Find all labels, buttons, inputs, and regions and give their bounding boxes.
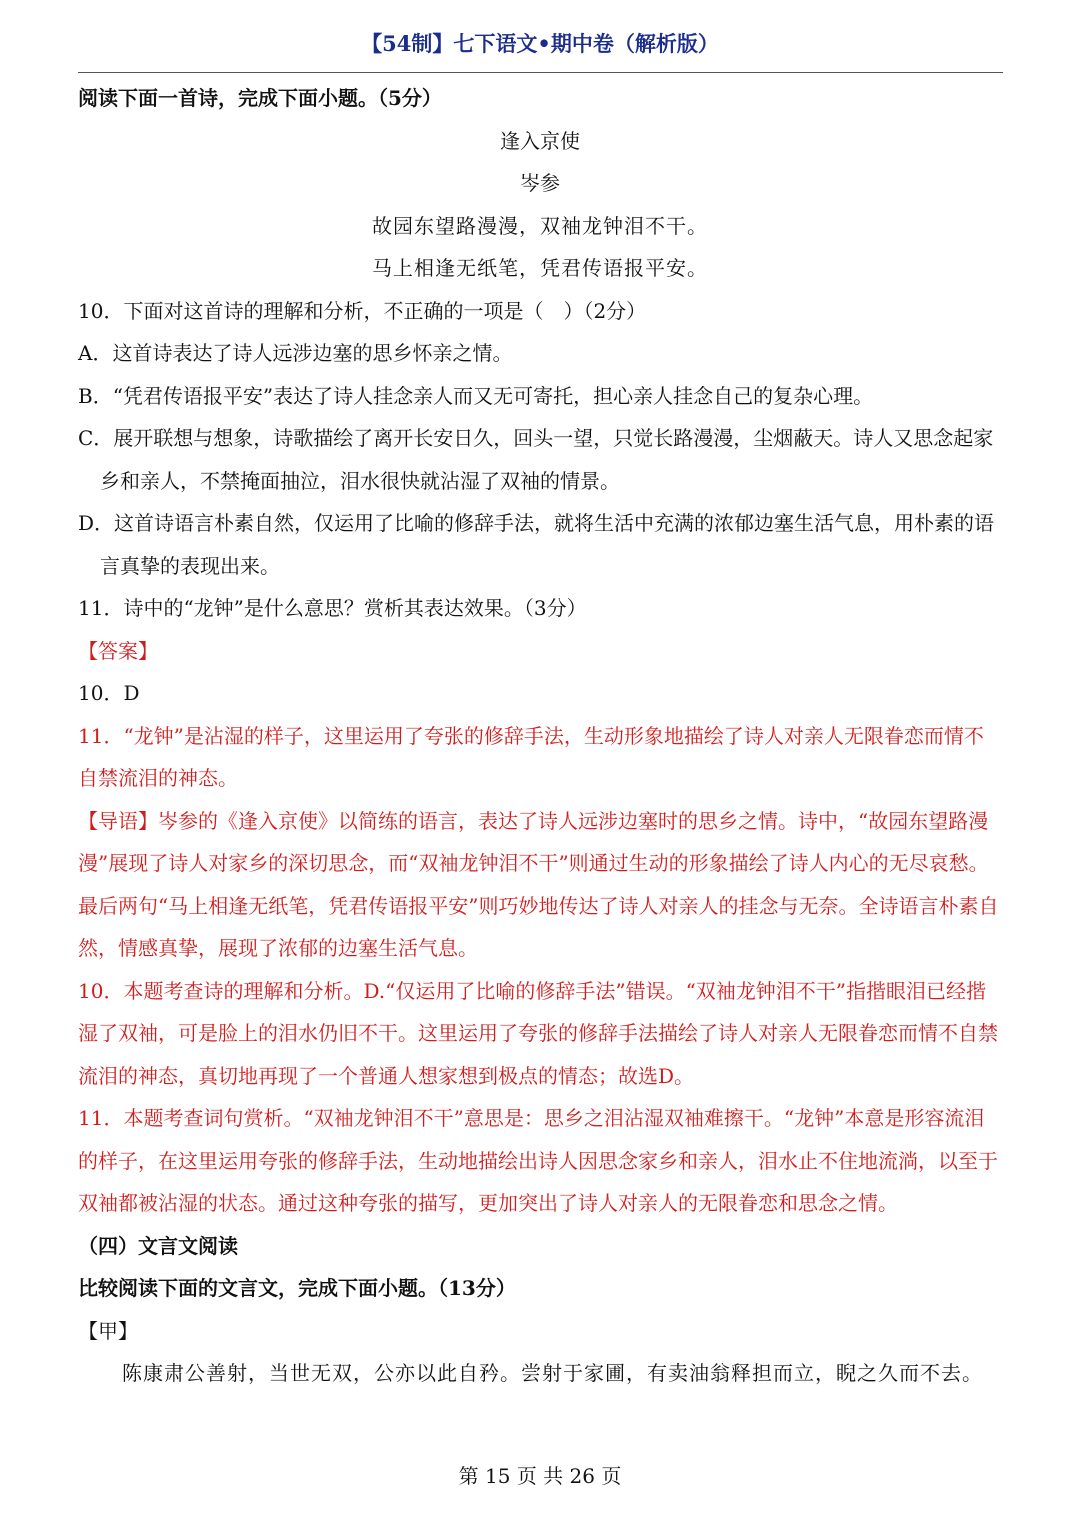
section-4-heading: （四）文言文阅读 (78, 1233, 238, 1258)
poem-author: 岑参 (520, 171, 560, 195)
section-4-intro: 比较阅读下面的文言文，完成下面小题。（13分） (78, 1276, 516, 1300)
analysis-10: 10．本题考查诗的理解和分析。D.“仅运用了比喻的修辞手法”错误。“双袖龙钟泪不干”指揩眼泪已经揩湿了双袖，可是脸上的泪水仍旧不干。这里运用了夸张的修辞手法描绘了诗人对亲人无限眷恋而情不自禁流泪的神态，真切地再现了一个普通人想家想到极点的情态；故选D。 (78, 978, 998, 1088)
answer-11: 11．“龙钟”是沾湿的样子，这里运用了夸张的修辞手法，生动形象地描绘了诗人对亲人无限眷恋而情不自禁流泪的神态。 (78, 723, 984, 790)
passage-jia-text: 陈康肃公善射，当世无双，公亦以此自矜。尝射于家圃，有卖油翁释担而立，睨之久而不去。 (122, 1361, 983, 1385)
answer-label: 【答案】 (78, 638, 158, 663)
poem-line-2: 马上相逢无纸笔，凭君传语报平安。 (372, 256, 708, 280)
section-intro: 阅读下面一首诗，完成下面小题。（5分） (78, 86, 442, 110)
guide-paragraph: 【导语】岑参的《逢入京使》以简练的语言，表达了诗人远涉边塞时的思乡之情。诗中，“故园东望路漫漫”展现了诗人对家乡的深切思念，而“双袖龙钟泪不干”则通过生动的形象描绘了诗人内心的无尽哀愁。最后两句“马上相逢无纸笔，凭君传语报平安”则巧妙地传达了诗人对亲人的挂念与无奈。全诗语言朴素自然，情感真挚，展现了浓郁的边塞生活气息。 (78, 808, 999, 960)
poem-title: 逢入京使 (500, 128, 580, 153)
question-10-option-a: A．这首诗表达了诗人远涉边塞的思乡怀亲之情。 (78, 341, 513, 365)
header-title: 【54制】七下语文•期中卷（解析版） (361, 31, 719, 56)
header-divider (78, 72, 1003, 73)
question-10-option-c: C．展开联想与想象，诗歌描绘了离开长安日久，回头一望，只觉长路漫漫，尘烟蔽天。诗人又思念起家乡和亲人，不禁掩面抽泣，泪水很快就沾湿了双袖的情景。 (78, 426, 994, 493)
question-10-option-d: D．这首诗语言朴素自然，仅运用了比喻的修辞手法，就将生活中充满的浓郁边塞生活气息，用朴素的语言真挚的表现出来。 (78, 511, 995, 578)
passage-jia-label: 【甲】 (78, 1318, 138, 1343)
analysis-11: 11．本题考查词句赏析。“双袖龙钟泪不干”意思是：思乡之泪沾湿双袖难擦干。“龙钟”本意是形容流泪的样子，在这里运用夸张的修辞手法，生动地描绘出诗人因思念家乡和亲人，泪水止不住地流淌，以至于双袖都被沾湿的状态。通过这种夸张的描写，更加突出了诗人对亲人的无限眷恋和思念之情。 (78, 1106, 998, 1215)
question-10-stem: 10．下面对这首诗的理解和分析，不正确的一项是（ ）（2分） (78, 298, 647, 323)
page-number: 第 15 页 共 26 页 (458, 1464, 622, 1488)
answer-10: 10．D (78, 681, 140, 705)
poem-line-1: 故园东望路漫漫，双袖龙钟泪不干。 (372, 213, 708, 238)
question-10-option-b: B．“凭君传语报平安”表达了诗人挂念亲人而又无可寄托，担心亲人挂念自己的复杂心理。 (78, 383, 874, 408)
page-content (78, 77, 1002, 1395)
question-11-stem: 11．诗中的“龙钟”是什么意思？赏析其表达效果。（3分） (78, 596, 587, 620)
